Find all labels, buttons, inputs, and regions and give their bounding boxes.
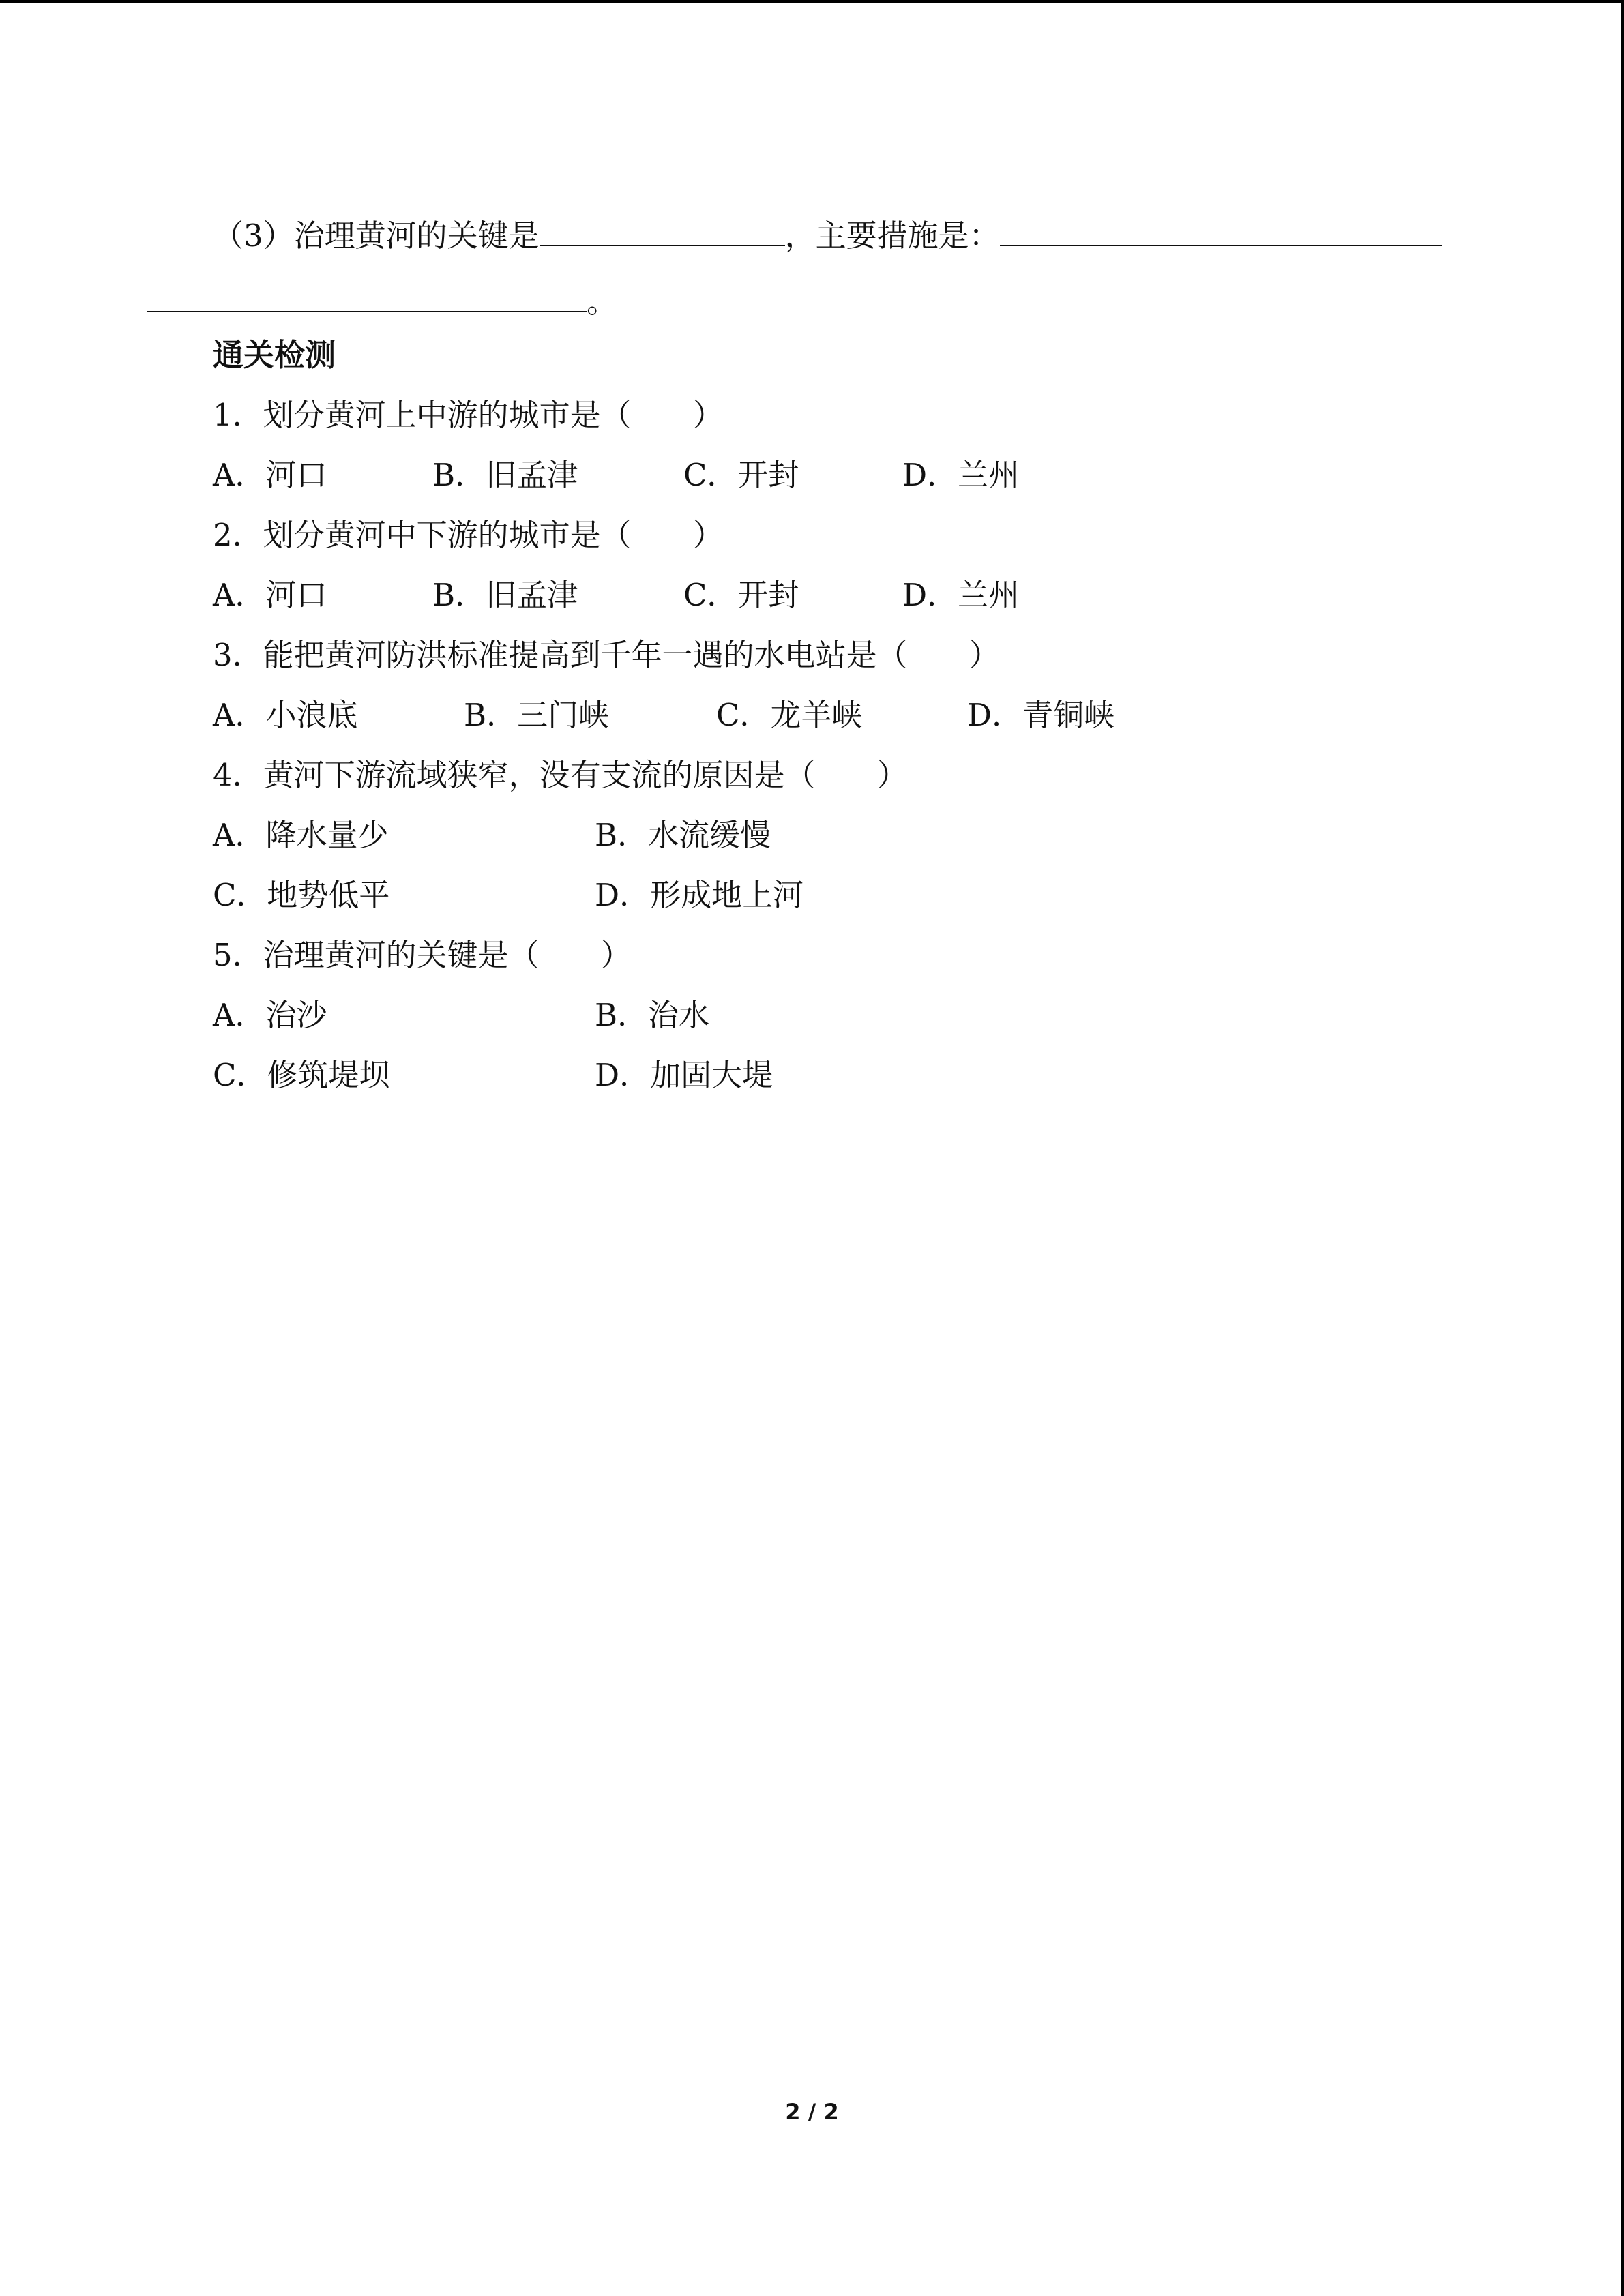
option-a[interactable]: A．河口 (213, 577, 327, 613)
page-top-border (0, 0, 1624, 3)
option-a[interactable]: A．治沙 (213, 997, 327, 1033)
option-c[interactable]: C．龙羊峡 (716, 697, 863, 733)
option-a[interactable]: A．降水量少 (213, 817, 389, 853)
option-d[interactable]: D．兰州 (902, 457, 1020, 493)
option-b[interactable]: B．水流缓慢 (595, 817, 771, 853)
option-d[interactable]: D．青铜峡 (967, 697, 1115, 733)
option-d[interactable]: D．兰州 (902, 577, 1020, 613)
option-c[interactable]: C．修筑堤坝 (213, 1057, 390, 1093)
part3-end: 。 (587, 284, 618, 320)
option-c[interactable]: C．地势低平 (213, 877, 390, 913)
answer-blank-measures[interactable] (1000, 215, 1442, 246)
section-title: 通关检测 (213, 337, 336, 373)
part3-line (213, 215, 1442, 256)
option-b[interactable]: B．旧孟津 (432, 577, 578, 613)
option-c[interactable]: C．开封 (683, 577, 799, 613)
option-b[interactable]: B．治水 (595, 997, 710, 1033)
question-stem: 4．黄河下游流域狭窄，没有支流的原因是（ ） (213, 757, 908, 793)
question-stem: 1．划分黄河上中游的城市是（ ） (213, 397, 724, 433)
option-b[interactable]: B．旧孟津 (432, 457, 578, 493)
question-stem: 2．划分黄河中下游的城市是（ ） (213, 517, 724, 553)
option-c[interactable]: C．开封 (683, 457, 799, 493)
part3-middle: ，主要措施是： (784, 218, 1000, 254)
answer-blank-measures-cont[interactable] (147, 281, 587, 312)
option-a[interactable]: A．小浪底 (213, 697, 358, 733)
question-stem: 3．能把黄河防洪标准提高到千年一遇的水电站是（ ） (213, 637, 1000, 673)
option-b[interactable]: B．三门峡 (464, 697, 610, 733)
option-a[interactable]: A．河口 (213, 457, 327, 493)
option-d[interactable]: D．形成地上河 (595, 877, 804, 913)
answer-blank-key[interactable] (540, 215, 785, 246)
part3-continuation-line (147, 281, 617, 323)
page-number: 2 / 2 (785, 2099, 839, 2125)
option-d[interactable]: D．加固大堤 (595, 1057, 773, 1093)
part3-prefix: （3）治理黄河的关键是 (213, 218, 540, 254)
page-right-border (1621, 0, 1624, 2296)
question-stem: 5．治理黄河的关键是（ ） (213, 937, 632, 973)
